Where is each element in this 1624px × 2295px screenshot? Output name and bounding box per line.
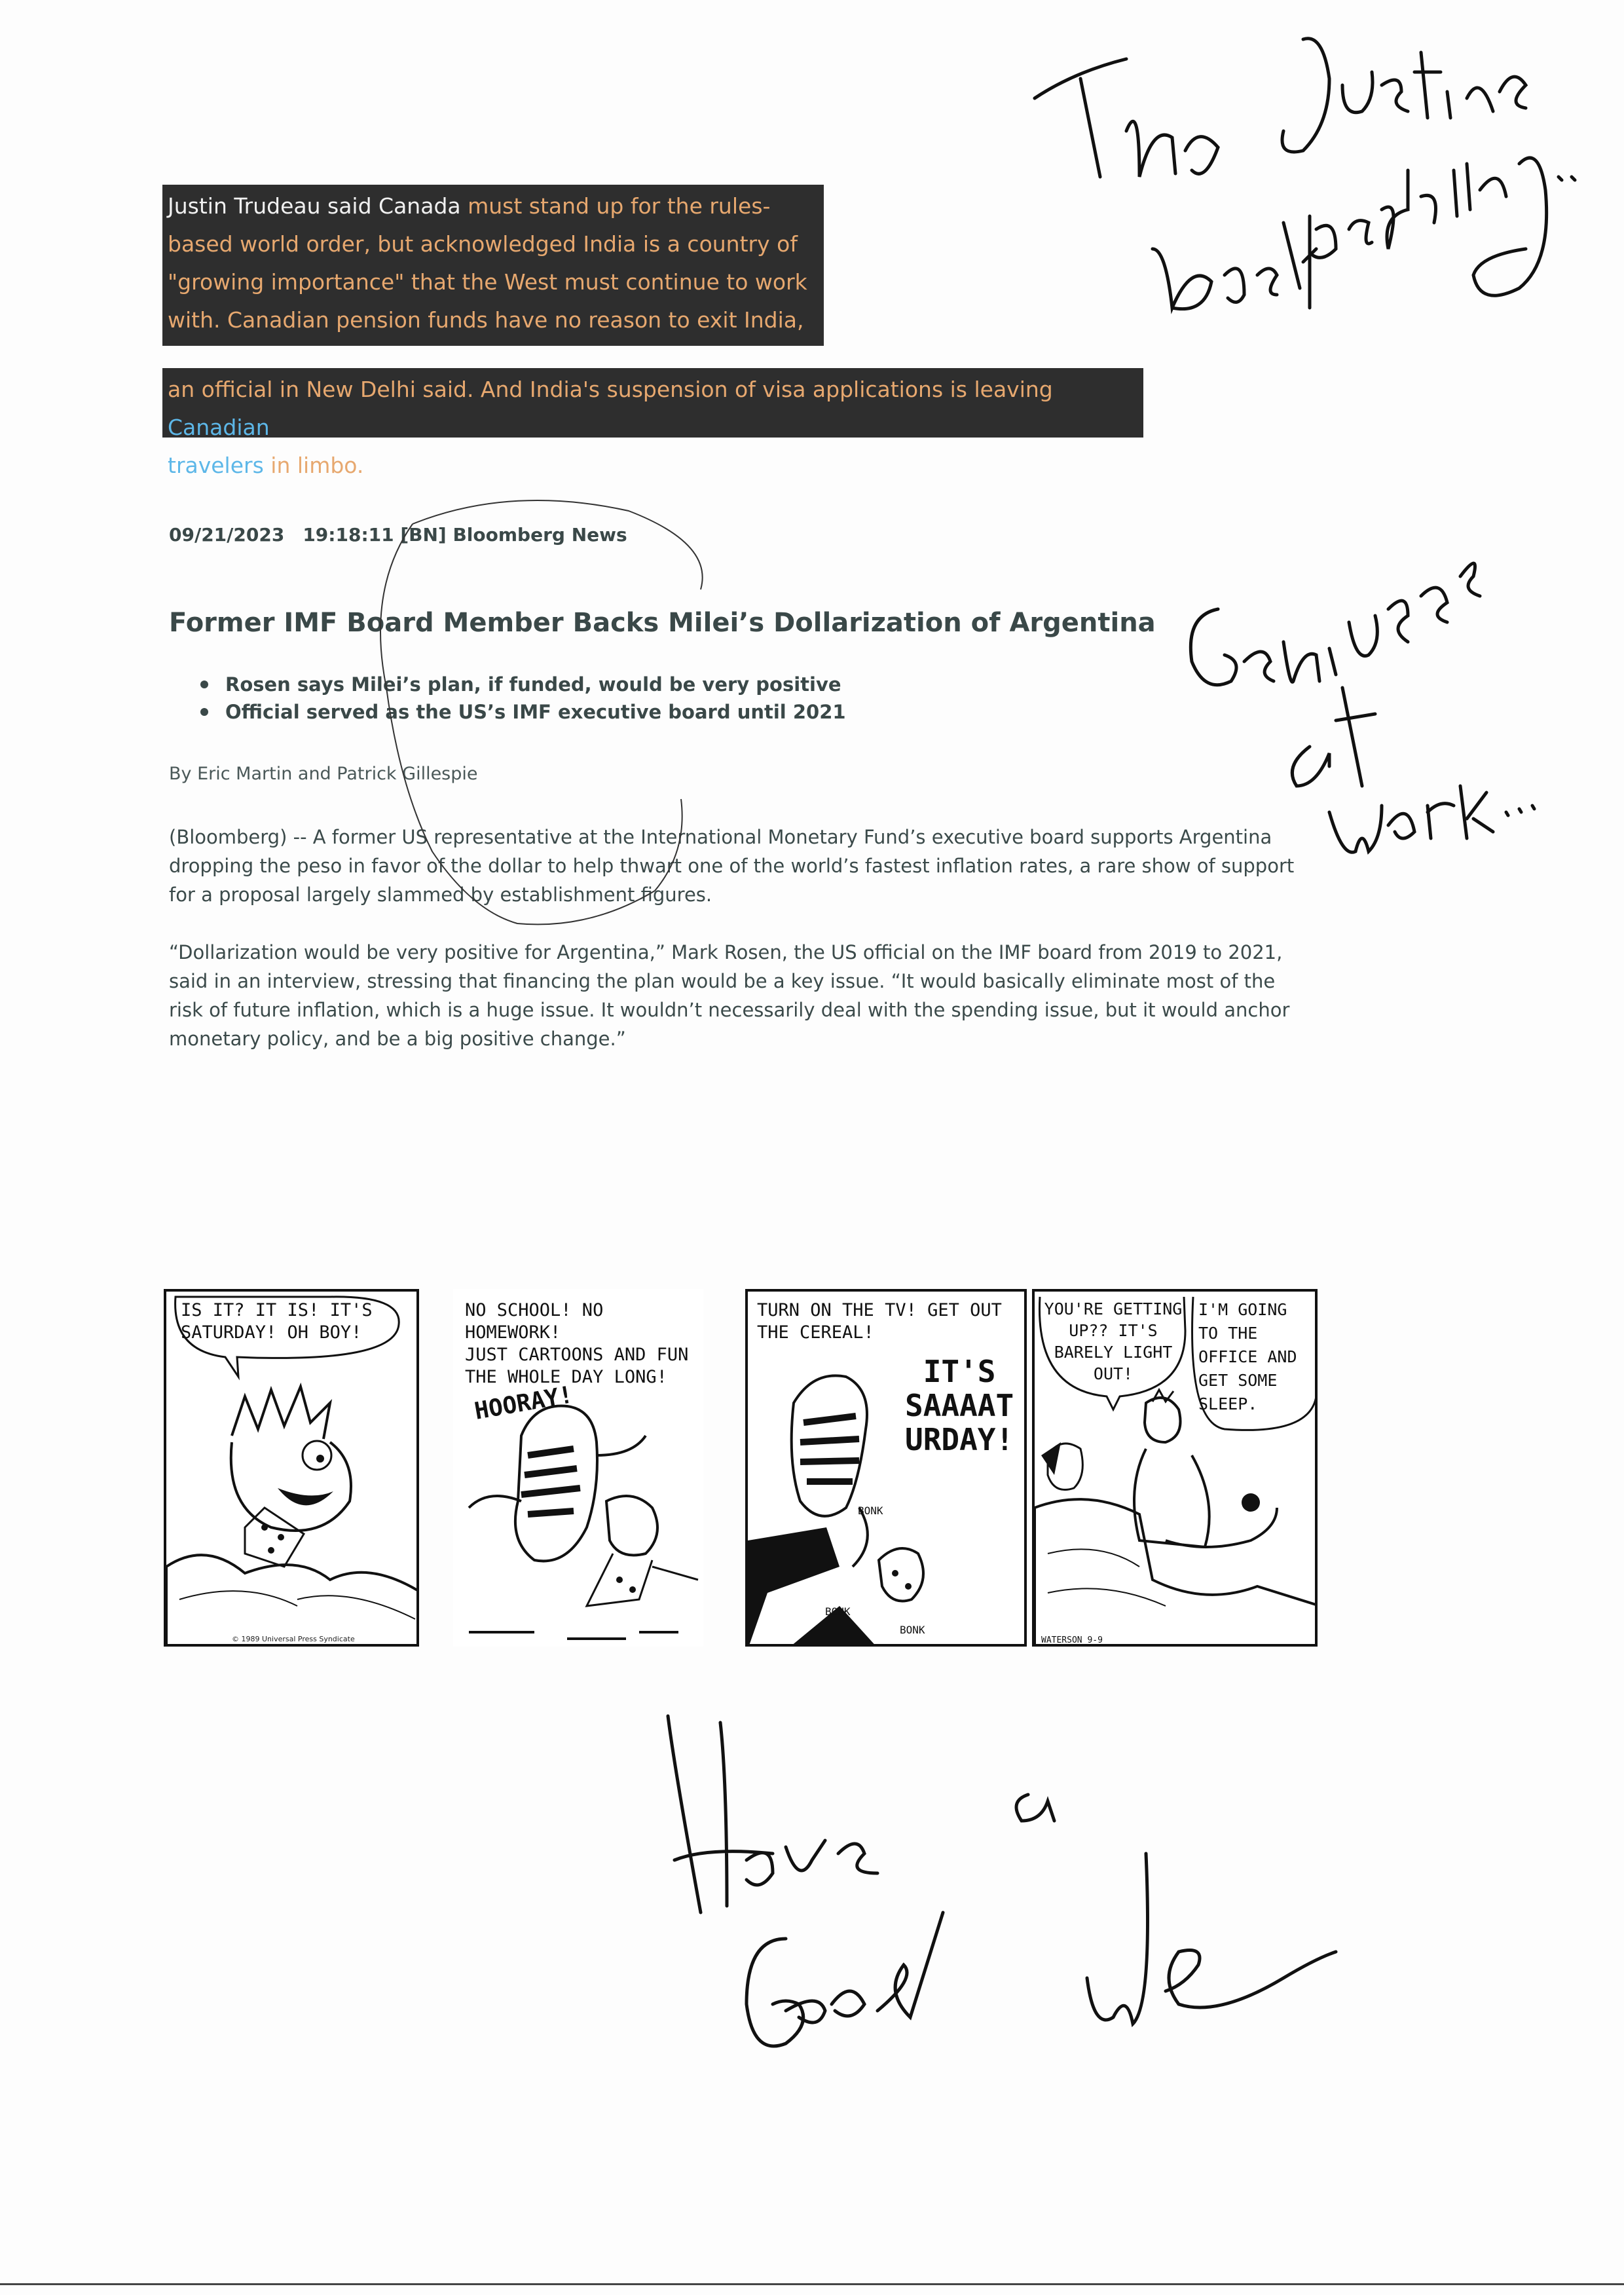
speech-text: TURN ON THE TV! GET OUT THE CEREAL! [757, 1300, 1002, 1343]
comic-strip [164, 1289, 1318, 1648]
ticker-line [168, 447, 1138, 485]
speech-bubble-text: I'M GOING TO THE OFFICE AND GET SOME SLEEP. [1198, 1300, 1297, 1413]
ticker-text: must stand up for the rules- [468, 193, 771, 219]
scan-edge-line [0, 2283, 1624, 2285]
article-headline: Former IMF Board Member Backs Milei’s Dollarization of Argentina [169, 608, 1156, 638]
comic-copyright: © 1989 Universal Press Syndicate [232, 1635, 355, 1643]
bloomberg-article [169, 524, 1315, 1050]
news-ticker-box-top [162, 185, 824, 346]
shout-text: HOORAY! [472, 1381, 576, 1425]
bullet-item: Rosen says Milei’s plan, if funded, would be very positive [198, 671, 846, 698]
article-paragraph: (Bloomberg) -- A former US representative at the International Monetary Fund’s executive board supports Argentina dropping the peso in favor of the dollar to help thwart one of the world’s fastest inflation rates, a rare show of support for a proposal largely slammed by establishment figures. [169, 826, 1295, 906]
comic-panel-2 [453, 1289, 703, 1647]
ticker-link-travelers[interactable]: travelers [168, 453, 264, 478]
article-byline: By Eric Martin and Patrick Gillespie [169, 764, 478, 784]
sound-effect: BONK [900, 1624, 925, 1636]
article-time-source: 19:18:11 [BN] Bloomberg News [303, 524, 627, 546]
comic-signature: WATERSON 9-9 [1041, 1635, 1103, 1645]
speech-text: NO SCHOOL! NO HOMEWORK! JUST CARTOONS AND FUN THE WHOLE DAY LONG! [465, 1300, 689, 1387]
news-ticker-box-bottom [162, 368, 1143, 478]
speech-bubble-text: IS IT? IT IS! IT'S SATURDAY! OH BOY! [181, 1300, 373, 1343]
comic-panel-1 [164, 1289, 419, 1647]
ticker-lead-text: Justin Trudeau said Canada [168, 193, 468, 219]
sound-effect: BONK [858, 1504, 883, 1517]
bullet-item: Official served as the US’s IMF executive board until 2021 [198, 698, 846, 726]
shout-text: IT'S SAAAAT URDAY! [905, 1354, 1014, 1457]
ticker-line: "growing importance" that the West must continue to work [168, 269, 807, 295]
comic-panel-3 [745, 1289, 1027, 1647]
article-bullets [198, 671, 846, 726]
speech-bubble-text: YOU'RE GETTING UP?? IT'S BARELY LIGHT OUT! [1044, 1299, 1183, 1383]
handwritten-note-3 [668, 1716, 1336, 2046]
handwritten-note-2 [1190, 563, 1534, 852]
article-date: 09/21/2023 [169, 524, 285, 546]
ticker-text: in limbo. [263, 453, 364, 478]
ticker-line [168, 371, 1138, 447]
comic-drawing [166, 1292, 419, 1647]
article-meta [169, 524, 1315, 555]
article-paragraph: “Dollarization would be very positive for Argentina,” Mark Rosen, the US official on the IMF board from 2019 to 2021, said in an interview, stressing that financing the plan would be a key issue. “It would basically eliminate most of the risk of future inflation, which is a huge issue. It wouldn’t necessarily deal with the spending issue, but it would anchor monetary policy, and be a big positive change.” [169, 941, 1290, 1050]
comic-panel-4 [1032, 1289, 1318, 1647]
ticker-line: based world order, but acknowledged India is a country of [168, 231, 798, 257]
ticker-text: an official in New Delhi said. And India's suspension of visa applications is leaving [168, 377, 1053, 402]
handwritten-note-1 [1035, 39, 1575, 309]
ticker-link-canadian[interactable]: Canadian [168, 415, 270, 440]
sound-effect: BONK [825, 1605, 851, 1618]
ticker-line [168, 187, 819, 225]
ticker-line: with. Canadian pension funds have no reason to exit India, [168, 307, 804, 333]
comic-drawing [748, 1292, 1027, 1647]
